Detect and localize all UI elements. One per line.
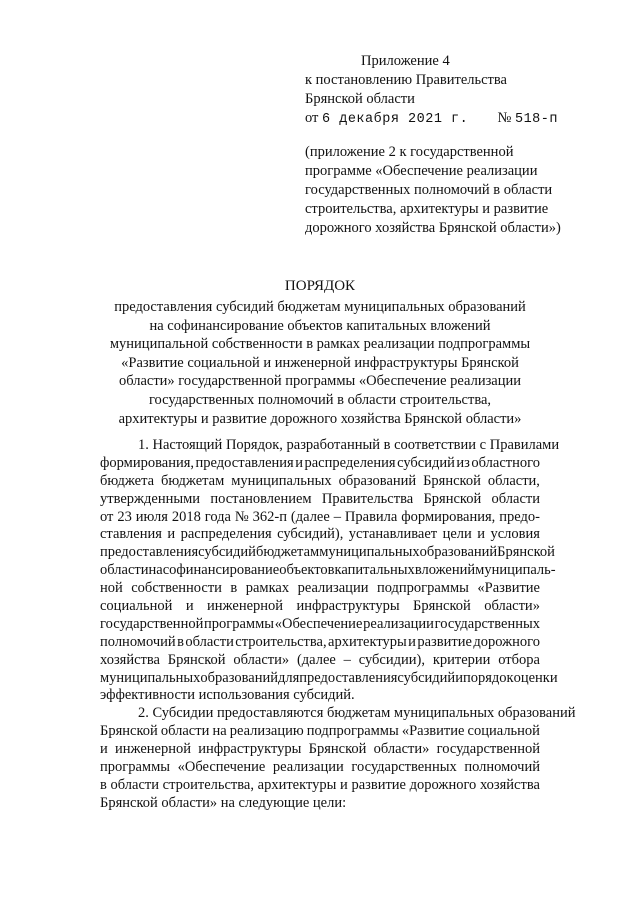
appendix-note bbox=[305, 143, 605, 238]
paragraph-line: в области строительства, архитектуры и развитие дорожного хозяйства bbox=[100, 776, 540, 793]
paragraph-line: социальной и инженерной инфраструктуры Брянской области» bbox=[100, 598, 540, 615]
appendix-header bbox=[305, 52, 605, 238]
paragraph-line: ной собственности в рамках реализации подпрограммы «Развитие bbox=[100, 580, 540, 597]
paragraph-line: программы «Обеспечение реализации государственных полномочий bbox=[100, 759, 540, 776]
number-sign: № bbox=[497, 110, 512, 126]
document-subtitle bbox=[100, 298, 540, 428]
paragraph-line: Брянской области на реализацию подпрограммы «Развитие социальной bbox=[100, 723, 540, 740]
note-line: программе «Обеспечение реализации bbox=[305, 163, 538, 179]
note-line: (приложение 2 к государственной bbox=[305, 144, 514, 160]
subtitle-line: области» государственной программы «Обеспечение реализации bbox=[118, 373, 522, 390]
resolution-reference: к постановлению Правительства bbox=[305, 72, 507, 88]
paragraph-line: эффективности использования субсидий. bbox=[100, 687, 355, 704]
subtitle-line: «Развитие социальной и инженерной инфраструктуры Брянской bbox=[121, 354, 519, 371]
paragraph-line: 2. Субсидии предоставляются бюджетам муниципальных образований bbox=[138, 705, 576, 722]
paragraph-line: полномочий в области строительства, архитектуры и развитие дорожного bbox=[100, 633, 540, 650]
subtitle-line: архитектуры и развитие дорожного хозяйства Брянской области» bbox=[118, 410, 522, 427]
paragraph-line: Брянской области» на следующие цели: bbox=[100, 794, 347, 811]
paragraph-line: муниципальных образований для предоставления субсидий и порядок оценки bbox=[100, 669, 558, 686]
note-line: строительства, архитектуры и развитие bbox=[305, 201, 549, 217]
appendix-label: Приложение 4 bbox=[361, 53, 450, 69]
paragraph-line: от 23 июля 2018 года № 362-п (далее – Правила формирования, предо- bbox=[100, 508, 540, 525]
subtitle-line: на софинансирование объектов капитальных вложений bbox=[149, 317, 491, 334]
paragraph-line: области на софинансирование объектов капитальных вложений муниципаль- bbox=[100, 562, 556, 579]
region-name: Брянской области bbox=[305, 91, 415, 107]
resolution-date: 6 декабря 2021 г. bbox=[322, 112, 469, 127]
paragraph-line: бюджета бюджетам муниципальных образований Брянской области, bbox=[100, 472, 540, 489]
paragraph-line: и инженерной инфраструктуры Брянской области» государственной bbox=[100, 741, 540, 758]
paragraph-line: ставления и распределения субсидий), устанавливает цели и условия bbox=[100, 526, 540, 543]
subtitle-line: предоставления субсидий бюджетам муниципальных образований bbox=[114, 299, 526, 315]
document-body bbox=[100, 437, 576, 813]
paragraph-line: 1. Настоящий Порядок, разработанный в соответствии с Правилами bbox=[138, 437, 560, 453]
paragraph-2 bbox=[100, 705, 576, 812]
date-prefix: от bbox=[305, 110, 319, 126]
note-line: дорожного хозяйства Брянской области») bbox=[305, 220, 561, 236]
paragraph-line: утвержденными постановлением Правительства Брянской области bbox=[100, 490, 540, 507]
note-line: государственных полномочий в области bbox=[305, 182, 553, 198]
paragraph-line: предоставления субсидий бюджетам муниципальных образований Брянской bbox=[100, 544, 555, 561]
document-title: ПОРЯДОК bbox=[284, 278, 356, 294]
resolution-number: 518-п bbox=[514, 112, 558, 127]
paragraph-line: формирования, предоставления и распределения субсидий из областного bbox=[100, 454, 540, 471]
document-title-block bbox=[100, 277, 540, 428]
subtitle-line: государственных полномочий в области строительства, bbox=[148, 391, 492, 408]
subtitle-line: муниципальной собственности в рамках реализации подпрограммы bbox=[109, 336, 531, 353]
paragraph-line: государственной программы «Обеспечение реализации государственных bbox=[100, 615, 540, 632]
paragraph-line: хозяйства Брянской области» (далее – субсидии), критерии отбора bbox=[100, 651, 540, 668]
resolution-date-line bbox=[305, 109, 605, 129]
paragraph-1 bbox=[100, 437, 560, 705]
